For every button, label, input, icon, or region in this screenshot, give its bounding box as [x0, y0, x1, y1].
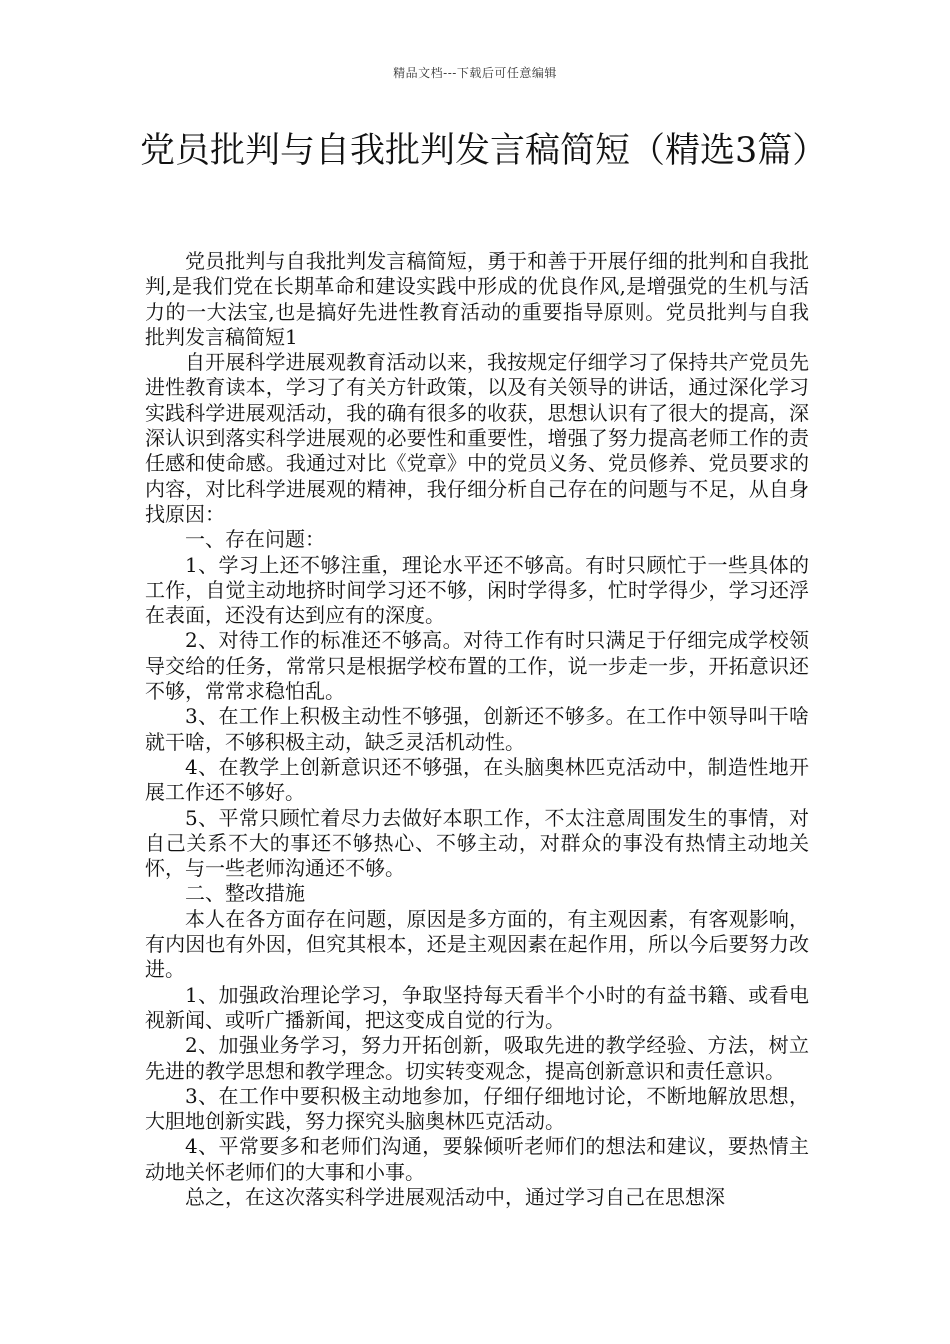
paragraph: 4、在教学上创新意识还不够强，在头脑奥林匹克活动中，制造性地开展工作还不够好。: [145, 754, 809, 805]
document-body: [145, 249, 809, 1210]
header-note: 精品文档---下载后可任意编辑: [393, 66, 557, 80]
paragraph: 党员批判与自我批判发言稿简短，勇于和善于开展仔细的批判和自我批判,是我们党在长期革命和建设实践中形成的优良作风,是增强党的生机与活力的一大法宝,也是搞好先进性教育活动的重要指导原则。党员批判与自我批判发言稿简短1: [145, 249, 809, 349]
paragraph: 1、加强政治理论学习，争取坚持每天看半个小时的有益书籍、或看电视新闻、或听广播新闻，把这变成自觉的行为。: [145, 982, 809, 1032]
section-heading: 二、整改措施: [185, 881, 305, 906]
paragraph: 2、加强业务学习，努力开拓创新，吸取先进的教学经验、方法，树立先进的教学思想和教学理念。切实转变观念，提高创新意识和责任意识。: [145, 1033, 809, 1083]
paragraph: 自开展科学进展观教育活动以来，我按规定仔细学习了保持共产党员先进性教育读本，学习了有关方针政策，以及有关领导的讲话，通过深化学习实践科学进展观活动，我的确有很多的收获，思想认识有了很大的提高，深深认识到落实科学进展观的必要性和重要性，增强了努力提高老师工作的责任感和使命感。我通过对比《党章》中的党员义务、党员修养、党员要求的内容，对比科学进展观的精神，我仔细分析自己存在的问题与不足，从自身找原因：: [145, 350, 809, 526]
paragraph: 4、平常要多和老师们沟通，要躲倾听老师们的想法和建议，要热情主动地关怀老师们的大事和小事。: [145, 1134, 809, 1184]
section-heading: 一、存在问题：: [185, 527, 325, 552]
paragraph: 3、在工作上积极主动性不够强，创新还不够多。在工作中领导叫干啥就干啥，不够积极主动，缺乏灵活机动性。: [145, 704, 809, 754]
paragraph: 总之，在这次落实科学进展观活动中，通过学习自己在思想深: [185, 1184, 725, 1209]
document-title: 党员批判与自我批判发言稿简短（精选3篇）: [140, 131, 828, 171]
paragraph: 5、平常只顾忙着尽力去做好本职工作，不太注意周围发生的事情，对自己关系不大的事还不够热心、不够主动，对群众的事没有热情主动地关怀，与一些老师沟通还不够。: [145, 805, 809, 881]
paragraph: 本人在各方面存在问题，原因是多方面的，有主观因素，有客观影响，有内因也有外因，但究其根本，还是主观因素在起作用，所以今后要努力改进。: [145, 906, 809, 982]
paragraph: 3、在工作中要积极主动地参加，仔细仔细地讨论，不断地解放思想，大胆地创新实践，努力探究头脑奥林匹克活动。: [145, 1083, 809, 1134]
paragraph: 2、对待工作的标准还不够高。对待工作有时只满足于仔细完成学校领导交给的任务，常常只是根据学校布置的工作，说一步走一步，开拓意识还不够，常常求稳怕乱。: [145, 628, 809, 704]
paragraph: 1、学习上还不够注重，理论水平还不够高。有时只顾忙于一些具体的工作，自觉主动地挤时间学习还不够，闲时学得多，忙时学得少，学习还浮在表面，还没有达到应有的深度。: [145, 552, 809, 628]
